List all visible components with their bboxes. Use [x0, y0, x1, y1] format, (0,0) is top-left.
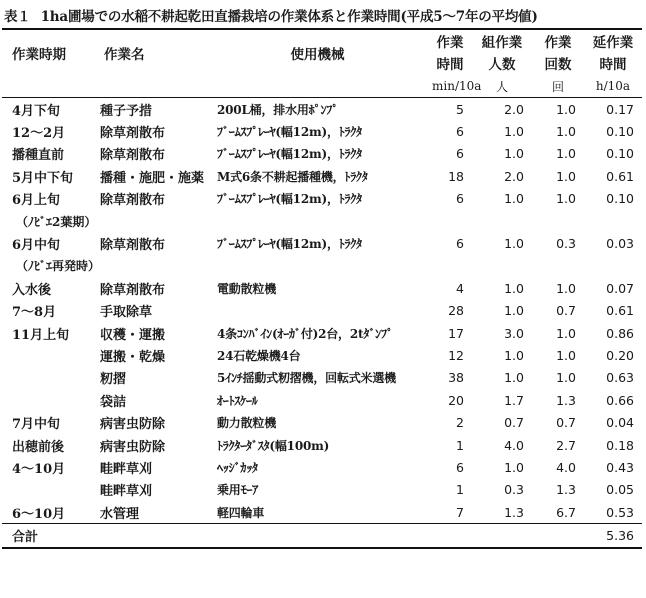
cell-period: 4月下旬 — [12, 103, 61, 119]
cell-machine: M式6条不耕起播種機，ﾄﾗｸﾀ — [217, 169, 368, 184]
table-number: 表１ — [4, 9, 31, 25]
table-row — [2, 367, 642, 389]
table-row — [2, 188, 642, 210]
table-row — [2, 322, 642, 344]
cell-task: 除草剤散布 — [100, 193, 166, 209]
cell-work-minutes: 6 — [456, 146, 464, 162]
cell-work-minutes: 17 — [448, 325, 464, 341]
cell-work-minutes: 6 — [456, 236, 464, 252]
cell-task: 除草剤散布 — [100, 238, 166, 254]
cell-crew-size: 1.0 — [504, 370, 524, 386]
header-crew-unit: 人 — [472, 75, 532, 98]
cell-period: 7～8月 — [12, 305, 57, 321]
cell-work-minutes: 1 — [456, 437, 464, 453]
cell-period: 入水後 — [12, 282, 52, 298]
cell-machine: 24石乾燥機4台 — [217, 348, 301, 363]
cell-crew-size: 3.0 — [504, 325, 524, 341]
header-times-unit: 回 — [532, 75, 584, 98]
row-note: （ﾉﾋﾞｴ2葉期） — [16, 214, 97, 229]
table-row — [2, 300, 642, 322]
header-total-time-line2: 時間 — [599, 57, 627, 73]
note-row — [2, 255, 642, 277]
work-schedule-table — [2, 28, 642, 549]
cell-crew-size: 0.7 — [504, 415, 524, 431]
cell-total-hours: 0.20 — [606, 347, 634, 363]
cell-crew-size: 4.0 — [504, 437, 524, 453]
header-task: 作業名 — [94, 29, 207, 75]
header-work-time-unit: min/10a — [428, 75, 472, 98]
cell-work-count: 1.0 — [556, 191, 576, 207]
cell-work-minutes: 2 — [456, 415, 464, 431]
cell-total-hours: 0.03 — [606, 236, 634, 252]
cell-work-count: 1.0 — [556, 370, 576, 386]
cell-machine: ｵｰﾄｽｹｰﾙ — [217, 393, 258, 408]
cell-total-hours: 0.43 — [606, 459, 634, 475]
table-row — [2, 277, 642, 299]
cell-total-hours: 0.10 — [606, 124, 634, 140]
cell-work-minutes: 5 — [456, 101, 464, 117]
cell-crew-size: 2.0 — [504, 168, 524, 184]
cell-crew-size: 0.3 — [504, 482, 524, 498]
table-row — [2, 389, 642, 411]
cell-work-minutes: 12 — [448, 347, 464, 363]
header-times-line1: 作業 — [532, 29, 584, 51]
cell-machine: ﾌﾞｰﾑｽﾌﾟﾚｰﾔ(幅12m)，ﾄﾗｸﾀ — [217, 147, 362, 162]
cell-task: 収穫・運搬 — [100, 327, 166, 343]
cell-crew-size: 1.0 — [504, 191, 524, 207]
cell-machine: ﾄﾗｸﾀｰﾀﾞｽﾀ(幅100m) — [217, 438, 330, 453]
cell-work-count: 1.0 — [556, 124, 576, 140]
cell-work-minutes: 18 — [448, 168, 464, 184]
cell-work-minutes: 28 — [448, 303, 464, 319]
cell-work-count: 4.0 — [556, 459, 576, 475]
cell-total-hours: 0.61 — [606, 303, 634, 319]
table-row — [2, 98, 642, 121]
cell-crew-size: 1.0 — [504, 459, 524, 475]
table-row — [2, 232, 642, 254]
cell-period — [2, 344, 94, 366]
cell-task: 病害虫防除 — [100, 417, 166, 433]
total-row — [2, 524, 642, 548]
cell-crew-size: 1.3 — [504, 504, 524, 520]
cell-machine: 200L桶，排水用ﾎﾟﾝﾌﾟ — [217, 102, 339, 117]
header-total-time-line1: 延作業 — [584, 29, 642, 51]
cell-work-count: 1.3 — [556, 482, 576, 498]
cell-machine: ﾌﾞｰﾑｽﾌﾟﾚｰﾔ(幅12m)，ﾄﾗｸﾀ — [217, 237, 362, 252]
cell-task: 袋詰 — [100, 394, 127, 410]
total-label: 合計 — [2, 524, 94, 548]
cell-task: 種子予措 — [100, 103, 153, 119]
cell-work-count: 0.3 — [556, 236, 576, 252]
header-work-time-line1: 作業 — [428, 29, 472, 51]
cell-period: 11月上旬 — [12, 327, 70, 343]
cell-crew-size: 1.0 — [504, 303, 524, 319]
cell-task: 水管理 — [100, 506, 140, 522]
table-row — [2, 143, 642, 165]
cell-work-count: 1.0 — [556, 347, 576, 363]
cell-work-count: 6.7 — [556, 504, 576, 520]
cell-task: 病害虫防除 — [100, 439, 166, 455]
cell-period — [2, 389, 94, 411]
note-row — [2, 210, 642, 232]
cell-crew-size: 1.0 — [504, 236, 524, 252]
cell-work-minutes: 6 — [456, 459, 464, 475]
table-row — [2, 479, 642, 501]
cell-task: 除草剤散布 — [100, 126, 166, 142]
cell-work-minutes: 7 — [456, 504, 464, 520]
cell-period — [2, 479, 94, 501]
cell-crew-size: 1.0 — [504, 146, 524, 162]
cell-work-count: 0.7 — [556, 415, 576, 431]
cell-total-hours: 0.04 — [606, 415, 634, 431]
header-crew-line1: 組作業 — [472, 29, 532, 51]
cell-total-hours: 0.10 — [606, 191, 634, 207]
cell-work-count: 1.0 — [556, 280, 576, 296]
table-caption — [4, 5, 644, 25]
cell-work-minutes: 6 — [456, 124, 464, 140]
cell-total-hours: 0.53 — [606, 504, 634, 520]
cell-total-hours: 0.61 — [606, 168, 634, 184]
cell-machine: 4条ｺﾝﾊﾞｲﾝ(ｵｰｶﾞ付)2台，2tﾀﾞﾝﾌﾟ — [217, 326, 393, 341]
cell-work-count: 2.7 — [556, 437, 576, 453]
cell-total-hours: 0.17 — [606, 101, 634, 117]
cell-total-hours: 0.10 — [606, 146, 634, 162]
cell-period: 4～10月 — [12, 461, 66, 477]
table-row — [2, 501, 642, 524]
cell-machine: 5ｲﾝﾁ揺動式籾摺機，回転式米選機 — [217, 371, 396, 386]
cell-machine: 軽四輪車 — [217, 505, 265, 520]
table-row — [2, 456, 642, 478]
cell-task: 除草剤散布 — [100, 282, 166, 298]
cell-machine: 動力散粒機 — [217, 416, 277, 431]
cell-work-minutes: 1 — [456, 482, 464, 498]
cell-total-hours: 0.63 — [606, 370, 634, 386]
cell-crew-size: 2.0 — [504, 101, 524, 117]
cell-work-count: 0.7 — [556, 303, 576, 319]
cell-period: 6月上旬 — [12, 193, 61, 209]
header-times-line2: 回数 — [544, 57, 572, 73]
cell-work-count: 1.0 — [556, 325, 576, 341]
table-body — [2, 98, 642, 524]
cell-period: 6月中旬 — [12, 238, 61, 254]
cell-crew-size: 1.0 — [504, 124, 524, 140]
cell-total-hours: 0.07 — [606, 280, 634, 296]
cell-machine: 電動散粒機 — [217, 281, 277, 296]
table-row — [2, 165, 642, 187]
header-work-time-line2: 時間 — [436, 57, 464, 73]
cell-machine: ﾌﾞｰﾑｽﾌﾟﾚｰﾔ(幅12m)，ﾄﾗｸﾀ — [217, 192, 362, 207]
table-row — [2, 434, 642, 456]
cell-period: 5月中下旬 — [12, 170, 74, 186]
table-title: 1ha圃場での水稲不耕起乾田直播栽培の作業体系と作業時間(平成5～7年の平均値) — [40, 9, 538, 25]
table-row — [2, 344, 642, 366]
cell-machine: 乗用ﾓｰｱ — [217, 483, 259, 498]
cell-task: 畦畔草刈 — [100, 484, 153, 500]
cell-work-minutes: 38 — [448, 370, 464, 386]
cell-total-hours: 0.66 — [606, 392, 634, 408]
header-crew-line2: 人数 — [488, 57, 516, 73]
cell-machine: ﾍｯｼﾞｶｯﾀ — [217, 460, 258, 475]
cell-machine: ﾌﾞｰﾑｽﾌﾟﾚｰﾔ(幅12m)，ﾄﾗｸﾀ — [217, 125, 362, 140]
cell-total-hours: 0.18 — [606, 437, 634, 453]
cell-period: 7月中旬 — [12, 417, 61, 433]
header-period: 作業時期 — [2, 29, 94, 75]
cell-total-hours: 0.05 — [606, 482, 634, 498]
cell-task: 運搬・乾燥 — [100, 349, 166, 365]
cell-work-count: 1.0 — [556, 146, 576, 162]
cell-total-hours: 0.86 — [606, 325, 634, 341]
total-hours: 5.36 — [584, 524, 642, 548]
cell-period: 出穂前後 — [12, 439, 65, 455]
cell-period: 6～10月 — [12, 506, 66, 522]
cell-task: 除草剤散布 — [100, 148, 166, 164]
cell-machine — [207, 300, 428, 322]
header-total-time-unit: h/10a — [584, 75, 642, 98]
cell-work-minutes: 20 — [448, 392, 464, 408]
cell-work-count: 1.0 — [556, 168, 576, 184]
cell-period: 播種直前 — [12, 148, 65, 164]
cell-crew-size: 1.7 — [504, 392, 524, 408]
cell-work-minutes: 6 — [456, 191, 464, 207]
cell-work-minutes: 4 — [456, 280, 464, 296]
cell-period — [2, 367, 94, 389]
cell-work-count: 1.0 — [556, 101, 576, 117]
table-row — [2, 120, 642, 142]
cell-task: 手取除草 — [100, 305, 153, 321]
row-note: （ﾉﾋﾞｴ再発時） — [16, 259, 101, 274]
cell-task: 籾摺 — [100, 372, 127, 388]
cell-task: 播種・施肥・施薬 — [100, 170, 205, 186]
header-machine: 使用機械 — [207, 29, 428, 75]
cell-crew-size: 1.0 — [504, 280, 524, 296]
cell-crew-size: 1.0 — [504, 347, 524, 363]
cell-work-count: 1.3 — [556, 392, 576, 408]
table-row — [2, 411, 642, 433]
cell-task: 畦畔草刈 — [100, 461, 153, 477]
cell-period: 12～2月 — [12, 126, 66, 142]
